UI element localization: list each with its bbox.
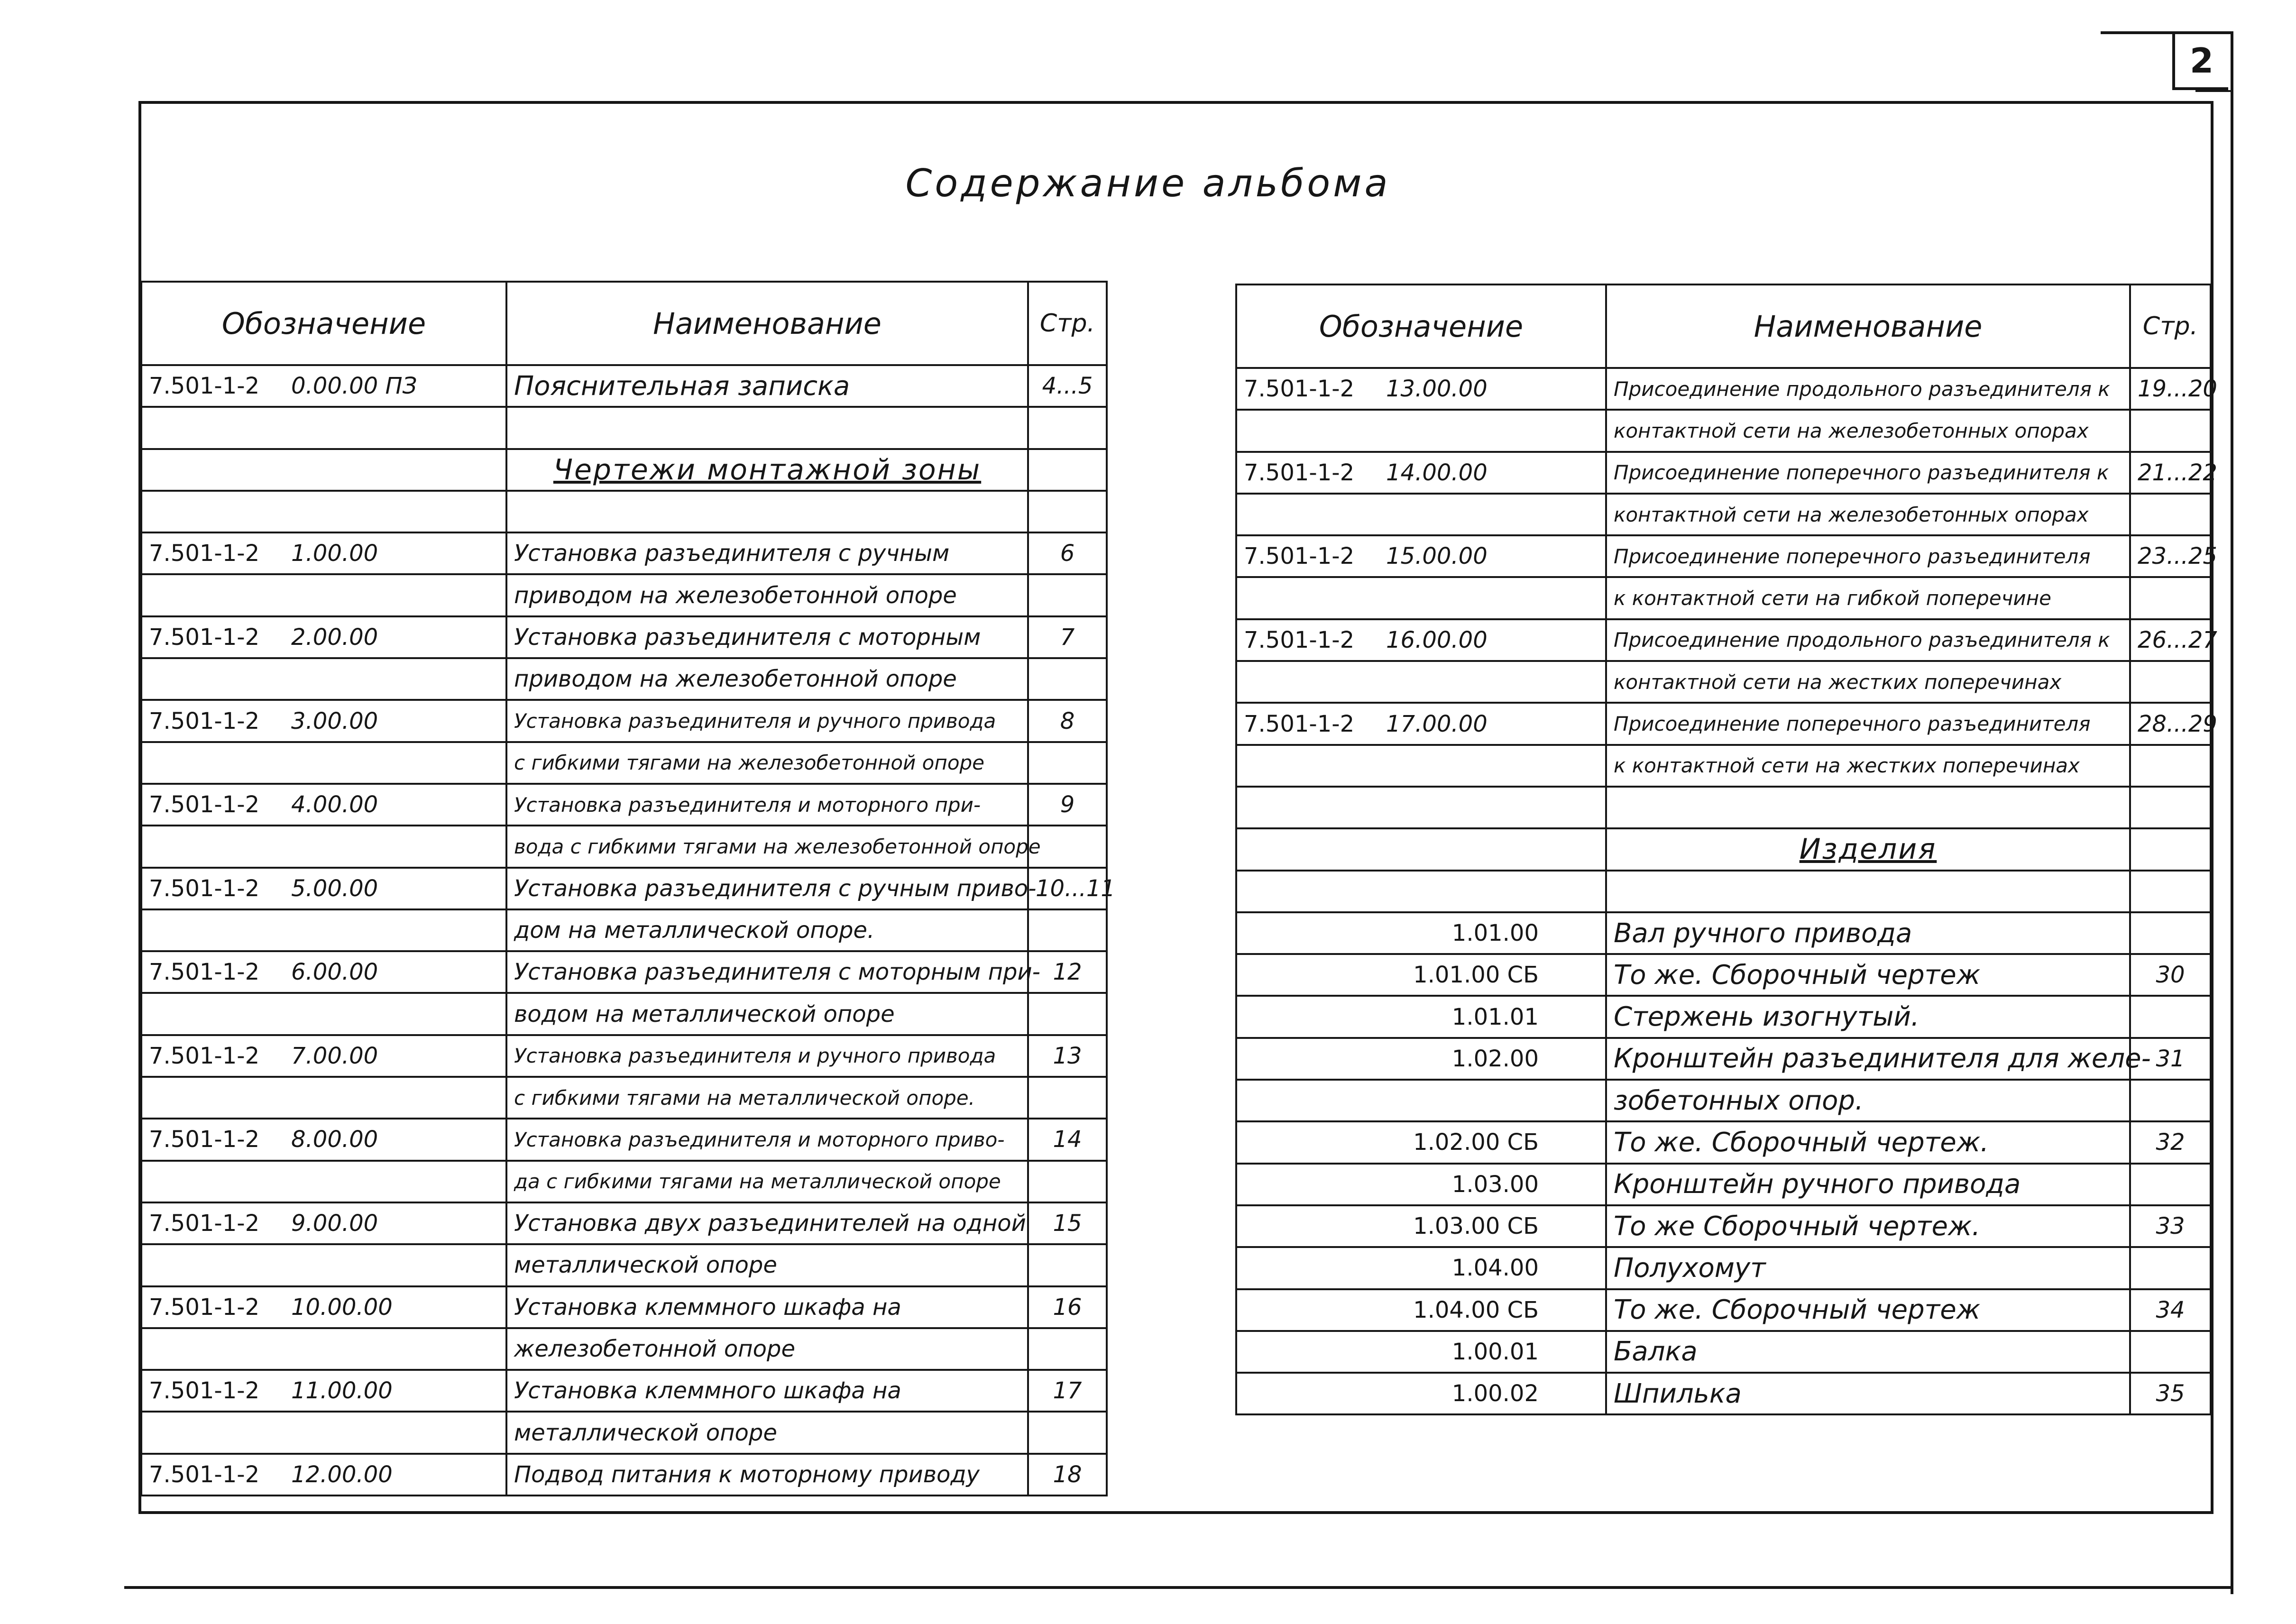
- table-row: [1236, 828, 2211, 870]
- row-page-number: [2130, 577, 2211, 619]
- row-page-number: 6: [1028, 532, 1107, 574]
- row-page-number: [2130, 787, 2211, 828]
- series-code: 7.501-1-2: [149, 1461, 260, 1488]
- row-page-number: 7: [1028, 616, 1107, 658]
- sheet-code: 15.00.00: [1386, 543, 1488, 570]
- page-title: Содержание альбома: [905, 161, 1391, 205]
- table-row: [141, 1328, 1107, 1370]
- table-row: [141, 1202, 1107, 1244]
- sheet-code: 16.00.00: [1386, 626, 1488, 653]
- row-designation: [141, 826, 506, 867]
- row-designation: [1236, 535, 1606, 577]
- contents-table-right: [1235, 284, 2217, 1415]
- row-page-number: [2130, 661, 2211, 703]
- row-name: Установка разъединителя с ручным: [506, 532, 1028, 574]
- row-designation: [141, 1412, 506, 1453]
- column-header-page: Стр.: [2130, 284, 2211, 368]
- table-row: [1236, 1164, 2211, 1205]
- row-name: Установка разъединителя и моторного при-: [506, 784, 1028, 826]
- sheet-code: 5.00.00: [291, 875, 378, 902]
- row-designation: [1236, 368, 1606, 410]
- row-designation: [1236, 577, 1606, 619]
- row-page-number: [2130, 996, 2211, 1037]
- series-code: 7.501-1-2: [149, 875, 260, 902]
- row-page-number: 18: [1028, 1454, 1107, 1496]
- table-row: [1236, 619, 2211, 661]
- table-row: [1236, 577, 2211, 619]
- row-page-number: [2130, 494, 2211, 535]
- row-designation: 1.00.02: [1236, 1373, 1606, 1414]
- table-row: [141, 449, 1107, 491]
- row-name: контактной сети на жестких поперечинах: [1606, 661, 2130, 703]
- row-page-number: [1028, 574, 1107, 616]
- series-code: 7.501-1-2: [1244, 626, 1355, 653]
- sheet-code: 14.00.00: [1386, 459, 1488, 486]
- sheet-code: 10.00.00: [291, 1294, 393, 1321]
- row-page-number: [2130, 1331, 2211, 1373]
- row-name: [506, 407, 1028, 449]
- row-name: Установка разъединителя с моторным: [506, 616, 1028, 658]
- table-row: [141, 742, 1107, 784]
- row-page-number: [2130, 871, 2211, 912]
- table-row: [141, 1119, 1107, 1160]
- sheet-code: 6.00.00: [291, 959, 378, 986]
- sheet-code: 7.00.00: [291, 1042, 378, 1069]
- section-heading: Чертежи монтажной зоны: [506, 449, 1028, 491]
- sheet-code: 3.00.00: [291, 707, 378, 734]
- row-designation: [141, 1077, 506, 1119]
- row-name: Установка разъединителя и ручного привода: [506, 1035, 1028, 1077]
- row-designation: 1.03.00: [1236, 1164, 1606, 1205]
- row-name: То же. Сборочный чертеж.: [1606, 1121, 2130, 1163]
- sheet-code: 8.00.00: [291, 1126, 378, 1153]
- title-separator-line: [2195, 90, 2231, 92]
- row-designation: [141, 1286, 506, 1328]
- table-row: [1236, 535, 2211, 577]
- row-page-number: [2130, 410, 2211, 451]
- series-code: 7.501-1-2: [149, 1126, 260, 1153]
- row-name: Установка клеммного шкафа на: [506, 1370, 1028, 1412]
- row-designation: [141, 951, 506, 993]
- row-name: Вал ручного привода: [1606, 912, 2130, 954]
- sheet-code: 4.00.00: [291, 791, 378, 818]
- table-row: [141, 1454, 1107, 1496]
- row-page-number: 15: [1028, 1202, 1107, 1244]
- row-designation: 1.04.00: [1236, 1247, 1606, 1289]
- table-row: [141, 909, 1107, 951]
- row-designation: [1236, 410, 1606, 451]
- table-row: [141, 365, 1107, 407]
- table-row: [141, 532, 1107, 574]
- table-row: [141, 951, 1107, 993]
- table-row: [1236, 1289, 2211, 1331]
- row-designation: [141, 868, 506, 909]
- series-code: 7.501-1-2: [1244, 459, 1355, 486]
- table-row: [141, 784, 1107, 826]
- table-row: [1236, 703, 2211, 744]
- row-page-number: 19...20: [2130, 368, 2211, 410]
- row-name: Стержень изогнутый.: [1606, 996, 2130, 1037]
- table-row: [141, 993, 1107, 1035]
- row-page-number: [1028, 407, 1107, 449]
- table-row: [141, 1161, 1107, 1202]
- row-name: Установка разъединителя с моторным при-: [506, 951, 1028, 993]
- sheet-code: 17.00.00: [1386, 710, 1488, 737]
- row-name: Кронштейн ручного привода: [1606, 1164, 2130, 1205]
- row-page-number: 16: [1028, 1286, 1107, 1328]
- row-name: зобетонных опор.: [1606, 1080, 2130, 1121]
- sheet-code: 1.00.00: [291, 540, 378, 567]
- row-designation: [1236, 619, 1606, 661]
- row-name: Балка: [1606, 1331, 2130, 1373]
- sheet-code: 9.00.00: [291, 1210, 378, 1237]
- row-page-number: [1028, 1244, 1107, 1286]
- row-name: Присоединение поперечного разъединителя: [1606, 703, 2130, 744]
- table-row: [141, 491, 1107, 532]
- sheet-code: 13.00.00: [1386, 376, 1488, 403]
- sheet-code: 0.00.00 ПЗ: [291, 373, 417, 400]
- sheet-code: 12.00.00: [291, 1461, 393, 1488]
- column-header-page: Стр.: [1028, 282, 1107, 365]
- row-name: Присоединение поперечного разъединителя к: [1606, 452, 2130, 494]
- row-name: Присоединение продольного разъединителя к: [1606, 368, 2130, 410]
- row-page-number: [1028, 993, 1107, 1035]
- row-name: Установка разъединителя и моторного приво-: [506, 1119, 1028, 1160]
- series-code: 7.501-1-2: [149, 1210, 260, 1237]
- row-name: Шпилька: [1606, 1373, 2130, 1414]
- series-code: 7.501-1-2: [149, 707, 260, 734]
- contents-table-left: [140, 281, 1115, 1496]
- row-designation: [141, 574, 506, 616]
- table-row: [1236, 452, 2211, 494]
- row-designation: [141, 365, 506, 407]
- series-code: 7.501-1-2: [149, 373, 260, 400]
- table-row: [141, 868, 1107, 909]
- row-name: То же. Сборочный чертеж: [1606, 1289, 2130, 1331]
- row-name: дом на металлической опоре.: [506, 909, 1028, 951]
- column-header-name: Наименование: [506, 282, 1028, 365]
- row-designation: [1236, 871, 1606, 912]
- row-name: Установка двух разъединителей на одной: [506, 1202, 1028, 1244]
- row-designation: [1236, 745, 1606, 787]
- row-page-number: 33: [2130, 1205, 2211, 1247]
- row-designation: [141, 407, 506, 449]
- row-designation: [1236, 661, 1606, 703]
- row-designation: [1236, 452, 1606, 494]
- row-name: приводом на железобетонной опоре: [506, 574, 1028, 616]
- row-name: контактной сети на железобетонных опорах: [1606, 410, 2130, 451]
- row-page-number: [2130, 912, 2211, 954]
- row-name: водом на металлической опоре: [506, 993, 1028, 1035]
- row-designation: 1.03.00 СБ: [1236, 1205, 1606, 1247]
- row-designation: [141, 1119, 506, 1160]
- table-row: [1236, 1121, 2211, 1163]
- row-designation: [1236, 1080, 1606, 1121]
- table-row: [141, 826, 1107, 867]
- row-page-number: [1028, 1412, 1107, 1453]
- table-row: [1236, 1373, 2211, 1414]
- row-name: Присоединение продольного разъединителя к: [1606, 619, 2130, 661]
- table-row: [141, 574, 1107, 616]
- row-page-number: 28...29: [2130, 703, 2211, 744]
- row-name: металлической опоре: [506, 1244, 1028, 1286]
- row-page-number: [1028, 449, 1107, 491]
- row-page-number: 13: [1028, 1035, 1107, 1077]
- table-row: [1236, 871, 2211, 912]
- row-name: Кронштейн разъединителя для желе-: [1606, 1038, 2130, 1080]
- table-row: [1236, 1038, 2211, 1080]
- row-name: приводом на железобетонной опоре: [506, 658, 1028, 700]
- table-row: [1236, 494, 2211, 535]
- row-page-number: 32: [2130, 1121, 2211, 1163]
- row-name: То же Сборочный чертеж.: [1606, 1205, 2130, 1247]
- table-row: [1236, 912, 2211, 954]
- sheet-code: 11.00.00: [291, 1377, 393, 1404]
- row-page-number: 23...25: [2130, 535, 2211, 577]
- series-code: 7.501-1-2: [149, 1294, 260, 1321]
- row-designation: [141, 742, 506, 784]
- series-code: 7.501-1-2: [1244, 710, 1355, 737]
- row-designation: [1236, 703, 1606, 744]
- row-page-number: 4...5: [1028, 365, 1107, 407]
- column-header-code: Обозначение: [141, 282, 506, 365]
- row-page-number: [2130, 1164, 2211, 1205]
- row-page-number: [2130, 1247, 2211, 1289]
- row-designation: [141, 658, 506, 700]
- table-row: [141, 616, 1107, 658]
- table-row: [141, 1244, 1107, 1286]
- table-row: [1236, 1331, 2211, 1373]
- row-name: металлической опоре: [506, 1412, 1028, 1453]
- row-name: с гибкими тягами на металлической опоре.: [506, 1077, 1028, 1119]
- table-header-row: [141, 282, 1107, 365]
- row-name: Установка разъединителя и ручного привода: [506, 700, 1028, 742]
- series-code: 7.501-1-2: [149, 959, 260, 986]
- row-designation: [141, 700, 506, 742]
- row-page-number: 26...27: [2130, 619, 2211, 661]
- table-row: [141, 1370, 1107, 1412]
- row-designation: [141, 909, 506, 951]
- row-page-number: 17: [1028, 1370, 1107, 1412]
- frame-bottom-outer-border: [124, 1586, 2233, 1589]
- row-designation: [1236, 828, 1606, 870]
- row-designation: [141, 784, 506, 826]
- row-designation: [141, 449, 506, 491]
- row-designation: [141, 532, 506, 574]
- row-name: к контактной сети на гибкой поперечине: [1606, 577, 2130, 619]
- row-designation: 1.02.00 СБ: [1236, 1121, 1606, 1163]
- table-row: [1236, 1080, 2211, 1121]
- row-designation: [141, 1202, 506, 1244]
- row-page-number: 10...11: [1028, 868, 1107, 909]
- row-page-number: 8: [1028, 700, 1107, 742]
- row-page-number: 9: [1028, 784, 1107, 826]
- frame-right-outer-border: [2231, 34, 2233, 1594]
- row-page-number: [2130, 1080, 2211, 1121]
- row-name: Подвод питания к моторному приводу: [506, 1454, 1028, 1496]
- table-row: [141, 1286, 1107, 1328]
- series-code: 7.501-1-2: [149, 1042, 260, 1069]
- table-row: [141, 700, 1107, 742]
- row-name: То же. Сборочный чертеж: [1606, 954, 2130, 996]
- row-name: вода с гибкими тягами на железобетонной опоре: [506, 826, 1028, 867]
- row-page-number: [1028, 1328, 1107, 1370]
- table-row: [1236, 410, 2211, 451]
- row-designation: 1.04.00 СБ: [1236, 1289, 1606, 1331]
- row-name: Установка клеммного шкафа на: [506, 1286, 1028, 1328]
- table-row: [141, 658, 1107, 700]
- row-name: [1606, 871, 2130, 912]
- row-page-number: [1028, 658, 1107, 700]
- row-page-number: 30: [2130, 954, 2211, 996]
- row-designation: [1236, 787, 1606, 828]
- row-designation: 1.01.00 СБ: [1236, 954, 1606, 996]
- sheet-code: 2.00.00: [291, 624, 378, 651]
- table-row: [1236, 1247, 2211, 1289]
- row-page-number: 14: [1028, 1119, 1107, 1160]
- series-code: 7.501-1-2: [149, 540, 260, 567]
- row-name: к контактной сети на жестких поперечинах: [1606, 745, 2130, 787]
- column-header-name: Наименование: [1606, 284, 2130, 368]
- row-page-number: [1028, 1077, 1107, 1119]
- table-row: [141, 1077, 1107, 1119]
- row-designation: 1.01.00: [1236, 912, 1606, 954]
- series-code: 7.501-1-2: [149, 1377, 260, 1404]
- row-name: Установка разъединителя с ручным приво-: [506, 868, 1028, 909]
- series-code: 7.501-1-2: [1244, 543, 1355, 570]
- table-row: [141, 1412, 1107, 1453]
- series-code: 7.501-1-2: [1244, 376, 1355, 403]
- row-page-number: 34: [2130, 1289, 2211, 1331]
- row-page-number: [1028, 1161, 1107, 1202]
- row-name: да с гибкими тягами на металлической опоре: [506, 1161, 1028, 1202]
- row-designation: 1.00.01: [1236, 1331, 1606, 1373]
- row-designation: [141, 1035, 506, 1077]
- column-header-code: Обозначение: [1236, 284, 1606, 368]
- row-page-number: 31: [2130, 1038, 2211, 1080]
- table-row: [1236, 368, 2211, 410]
- row-designation: 1.02.00: [1236, 1038, 1606, 1080]
- row-designation: [141, 1454, 506, 1496]
- row-page-number: 35: [2130, 1373, 2211, 1414]
- series-code: 7.501-1-2: [149, 791, 260, 818]
- row-designation: 1.01.01: [1236, 996, 1606, 1037]
- page-number: 2: [2172, 34, 2228, 90]
- row-designation: [1236, 494, 1606, 535]
- row-designation: [141, 1328, 506, 1370]
- series-code: 7.501-1-2: [149, 624, 260, 651]
- row-name: Полухомут: [1606, 1247, 2130, 1289]
- row-page-number: [1028, 491, 1107, 532]
- row-designation: [141, 1244, 506, 1286]
- section-heading: Изделия: [1606, 828, 2130, 870]
- table-header-row: [1236, 284, 2211, 368]
- row-designation: [141, 993, 506, 1035]
- row-designation: [141, 1161, 506, 1202]
- row-page-number: [1028, 742, 1107, 784]
- row-name: [1606, 787, 2130, 828]
- table-row: [141, 407, 1107, 449]
- row-name: контактной сети на железобетонных опорах: [1606, 494, 2130, 535]
- row-name: Присоединение поперечного разъединителя: [1606, 535, 2130, 577]
- table-row: [1236, 661, 2211, 703]
- table-row: [1236, 1205, 2211, 1247]
- row-page-number: [1028, 909, 1107, 951]
- row-page-number: [2130, 828, 2211, 870]
- row-designation: [141, 616, 506, 658]
- row-page-number: 12: [1028, 951, 1107, 993]
- row-page-number: 21...22: [2130, 452, 2211, 494]
- table-row: [141, 1035, 1107, 1077]
- table-row: [1236, 954, 2211, 996]
- row-designation: [141, 491, 506, 532]
- row-name: [506, 491, 1028, 532]
- table-row: [1236, 996, 2211, 1037]
- row-name: железобетонной опоре: [506, 1328, 1028, 1370]
- row-page-number: [2130, 745, 2211, 787]
- table-row: [1236, 787, 2211, 828]
- row-name: с гибкими тягами на железобетонной опоре: [506, 742, 1028, 784]
- row-designation: [141, 1370, 506, 1412]
- table-row: [1236, 745, 2211, 787]
- row-name: Пояснительная записка: [506, 365, 1028, 407]
